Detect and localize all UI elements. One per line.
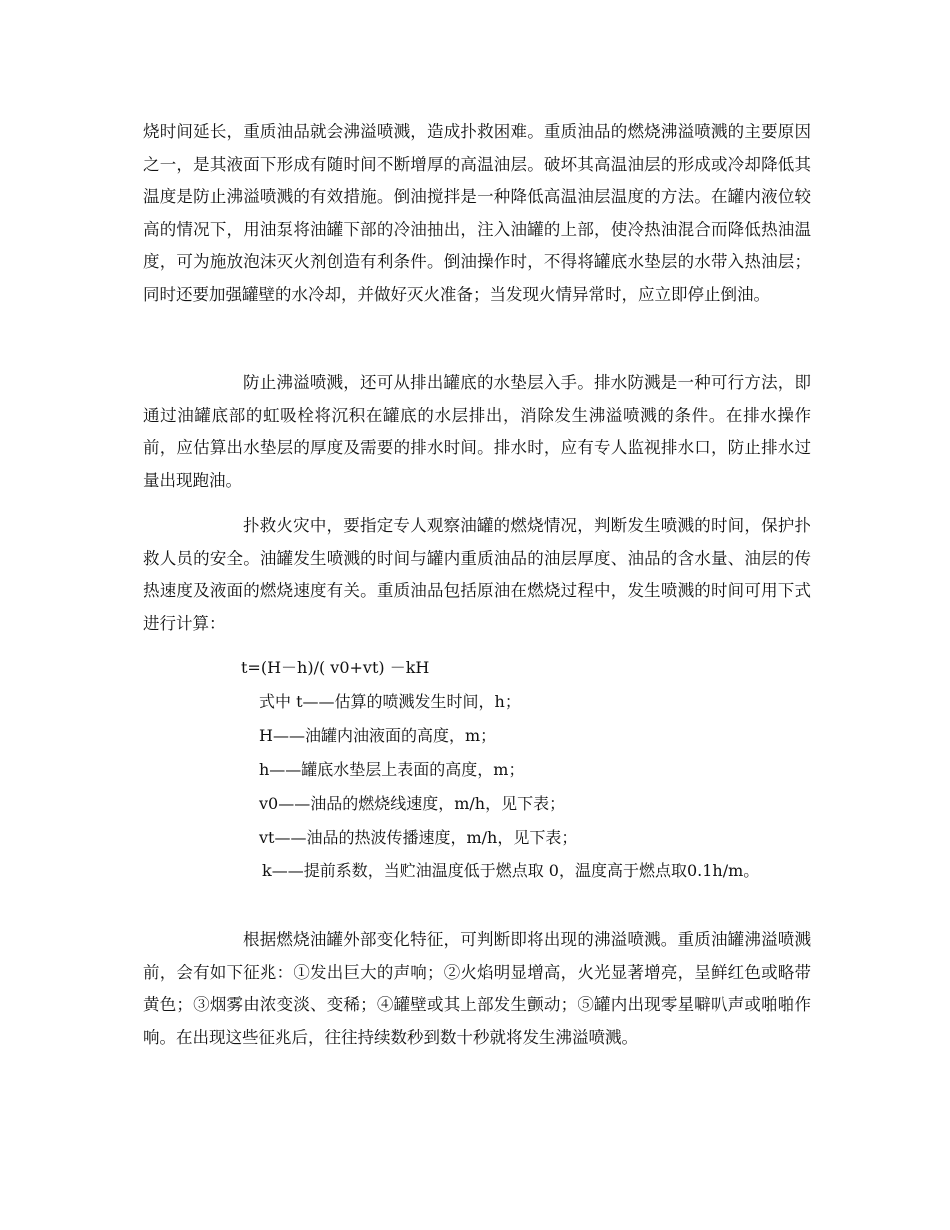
body-paragraph-drainage: 防止沸溢喷溅，还可从排出罐底的水垫层入手。排水防溅是一种可行方法，即通过油罐底部的虹吸栓将沉积在罐底的水层排出，消除发生沸溢喷溅的条件。在排水操作前，应估算出水垫层的厚度及需要的排水时间。排水时，应有专人监视排水口，防止排水过量出现跑油。 [143,373,811,490]
formula: t=(H－h)/( v0+vt) －kH [241,658,430,677]
definition-h: h——罐底水垫层上表面的高度，m； [259,760,525,779]
definition-H: H——油罐内油液面的高度，m； [259,726,497,745]
body-paragraph-signs: 根据燃烧油罐外部变化特征，可判断即将出现的沸溢喷溅。重质油罐沸溢喷溅前，会有如下征兆：①发出巨大的声响；②火焰明显增高，火光显著增亮，呈鲜红色或略带黄色；③烟雾由浓变淡、变稀；④罐壁或其上部发生颤动；⑤罐内出现零星噼叭声或啪啪作响。在出现这些征兆后，往往持续数秒到数十秒就将发生沸溢喷溅。 [143,930,811,1047]
definition-t: 式中 t——估算的喷溅发生时间，h； [259,692,521,711]
definition-k: k——提前系数，当贮油温度低于燃点取 0，温度高于燃点取0.1h/m。 [262,861,760,880]
definition-v0: v0——油品的燃烧线速度，m/h，见下表； [259,794,566,813]
body-paragraph-firefighting: 扑救火灾中，要指定专人观察油罐的燃烧情况，判断发生喷溅的时间，保护扑救人员的安全。油罐发生喷溅的时间与罐内重质油品的油层厚度、油品的含水量、油层的传热速度及液面的燃烧速度有关。重质油品包括原油在燃烧过程中，发生喷溅的时间可用下式进行计算： [143,516,811,633]
body-paragraph-continuation: 烧时间延长，重质油品就会沸溢喷溅，造成扑救困难。重质油品的燃烧沸溢喷溅的主要原因之一，是其液面下形成有随时间不断增厚的高温油层。破坏其高温油层的形成或冷却降低其温度是防止沸溢喷溅的有效措施。倒油搅拌是一种降低高温油层温度的方法。在罐内液位较高的情况下，用油泵将油罐下部的冷油抽出，注入油罐的上部，使冷热油混合而降低热油温度，可为施放泡沫灭火剂创造有利条件。倒油操作时，不得将罐底水垫层的水带入热油层；同时还要加强罐壁的水冷却，并做好灭火准备；当发现火情异常时，应立即停止倒油。 [143,122,811,304]
definition-vt: vt——油品的热波传播速度，m/h，见下表； [259,828,578,847]
